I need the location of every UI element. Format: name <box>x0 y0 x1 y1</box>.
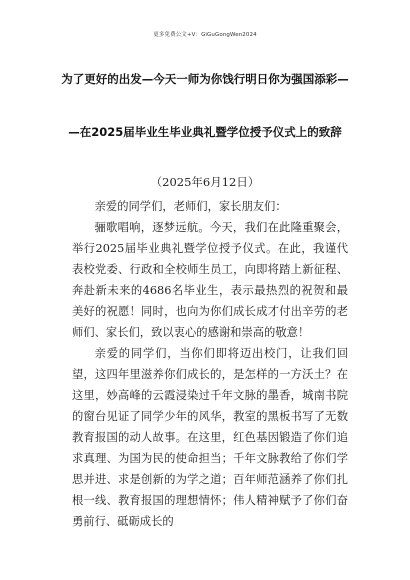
body-paragraph: 骊歌唱响，逐梦远航。今天，我们在此隆重聚会，举行2025届毕业典礼暨学位授予仪式。在此，我谨代表校党委、行政和全校师生员工，向即将踏上新征程、奔赴新未来的4686名毕业生，表示最热烈的祝贺和最美好的祝愿！同时，也向为你们成长成才付出辛劳的老师们、家长们，致以衷心的感谢和崇高的敬意！ <box>72 221 348 339</box>
header-note: 更多免费公文+V：GiGuGongWen2024 <box>153 32 257 38</box>
speech-body <box>72 196 348 532</box>
title-line-1: 为了更好的出发—今天一师为你饯行明日你为强国添彩— <box>61 72 349 86</box>
title-line-2: —在2025届毕业生毕业典礼暨学位授予仪式上的致辞 <box>68 125 342 139</box>
body-paragraph: 亲爱的同学们，当你们即将迈出校门，让我们回望，这四年里滋养你们成长的，是怎样的一方沃土？在这里，妙高峰的云霞浸染过千年文脉的墨香，城南书院的窗台见证了同学少年的风华，教室的黑板书写了无数教育报国的动人故事。在这里，红色基因锻造了你们追求真理、为国为民的使命担当；千年文脉教给了你们学思并进、求是创新的为学之道；百年师范涵养了你们扎根一线、教育报国的理想情怀；伟人精神赋予了你们奋勇前行、砥砺成长的 <box>72 347 348 528</box>
salutation: 亲爱的同学们，老师们，家长朋友们： <box>94 200 287 213</box>
speech-date: （2025年6月12日） <box>150 175 260 189</box>
